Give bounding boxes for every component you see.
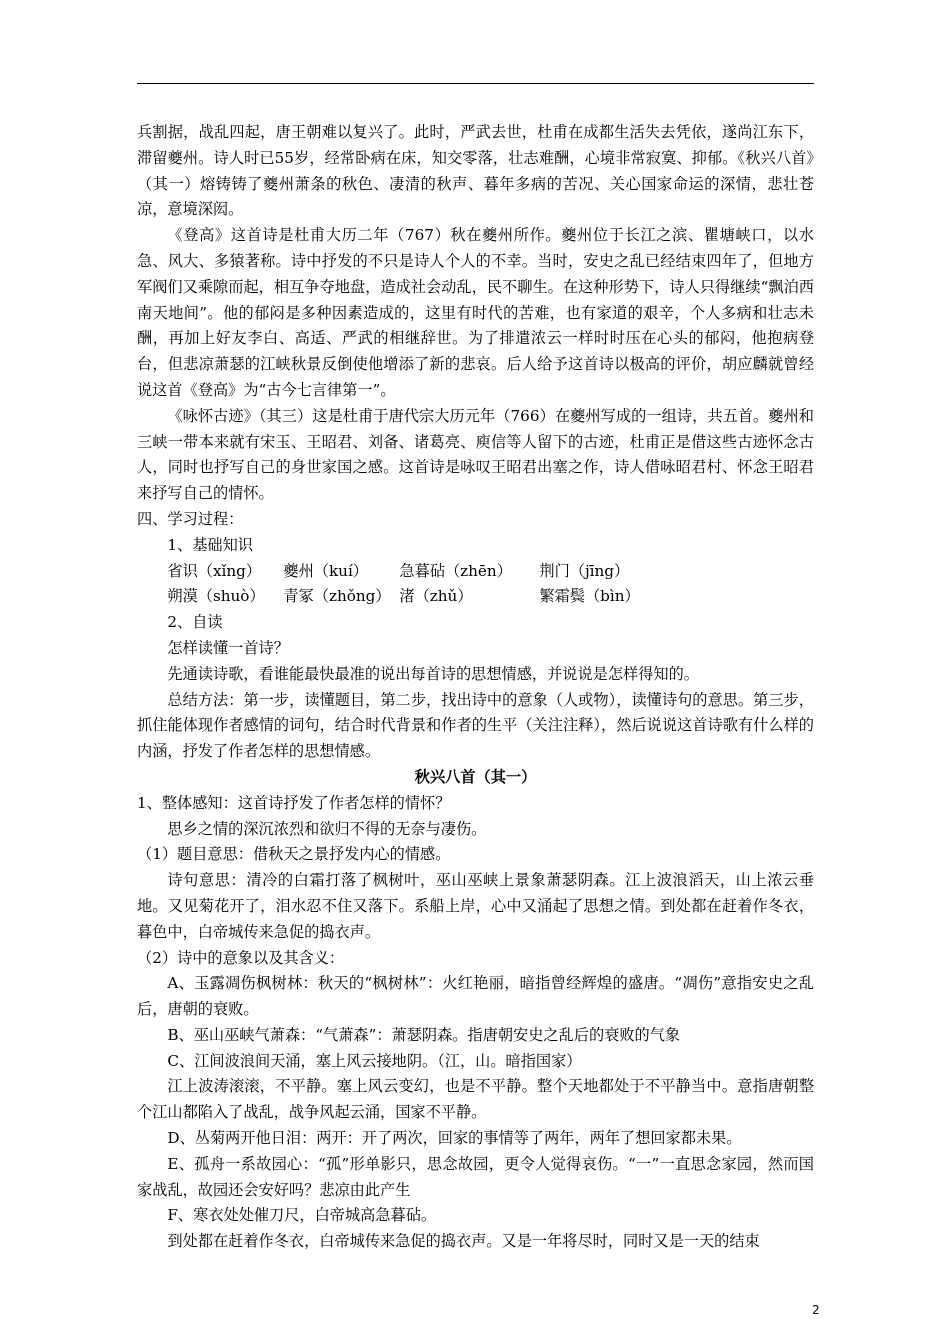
paragraph: F、寒衣处处催刀尺，白帝城高急暮砧。 [167, 1206, 437, 1225]
header-rule [137, 83, 814, 84]
subsection-heading: 1、基础知识 [167, 535, 253, 554]
paragraph: 总结方法：第一步，读懂题目，第二步，找出诗中的意象（人或物），读懂诗句的意思。第三步，抓住能体现作者感情的词句，结合时代背景和作者的生平（关注注释），然后说说这首诗歌有什么样的内涵，抒发了作者怎样的思想情感。 [137, 690, 814, 761]
vocab-item: 渚（zhǔ） [399, 587, 473, 606]
vocab-item: 青冢（zhǒng） [283, 587, 391, 606]
vocab-row [137, 584, 814, 610]
question: 怎样读懂一首诗？ [167, 638, 289, 657]
vocab-item: 荆门（jīng） [539, 561, 630, 580]
paragraph: 诗句意思：清冷的白霜打落了枫树叶，巫山巫峡上景象萧瑟阴森。江上波浪滔天，山上浓云垂地。又见菊花开了，泪水忍不住又落下。系船上岸，心中又涌起了思想之情。到处都在赶着作冬衣，暮色中，白帝城传来急促的捣衣声。 [137, 871, 814, 941]
paragraph: 兵割据，战乱四起，唐王朝难以复兴了。此时，严武去世，杜甫在成都生活失去凭依，遂尚江东下，滞留夔州。诗人时已55岁，经常卧病在床，知交零落，壮志难酬，心境非常寂寞、抑郁。《秋兴八首》（其一）熔铸铸了夔州萧条的秋色、凄清的秋声、暮年多病的苦况、关心国家命运的深情，悲壮苍凉，意境深闳。 [137, 123, 814, 219]
vocab-row [137, 559, 814, 585]
paragraph: （1）题目意思：借秋天之景抒发内心的情感。 [137, 845, 451, 864]
paragraph: D、丛菊两开他日泪：两开：开了两次，回家的事情等了两年，两年了想回家都未果。 [167, 1129, 742, 1148]
vocab-item: 繁霜鬓（bìn） [539, 587, 640, 606]
paragraph: 1、整体感知：这首诗抒发了作者怎样的情怀？ [137, 793, 451, 812]
paragraph: 到处都在赶着作冬衣，白帝城传来急促的捣衣声。又是一年将尽时，同时又是一天的结束 [167, 1232, 760, 1251]
paragraph: 《登高》这首诗是杜甫大历二年（767）秋在夔州所作。夔州位于长江之滨、瞿塘峡口，以水急、风大、多猿著称。诗中抒发的不只是诗人个人的不幸。当时，安史之乱已经结束四年了，但地方军阀们又乘隙而起，相互争夺地盘，造成社会动乱，民不聊生。在这种形势下，诗人只得继续“飘泊西南天地间”。他的郁闷是多种因素造成的，这里有时代的苦难，也有家道的艰辛，个人多病和壮志未酬，再加上好友李白、高适、严武的相继辞世。为了排遣浓云一样时时压在心头的郁闷，他抱病登台，但悲凉萧瑟的江峡秋景反倒使他增添了新的悲哀。后人给予这首诗以极高的评价，胡应麟就曾经说这首《登高》为“古今七言律第一”。 [137, 226, 814, 399]
poem-title: 秋兴八首（其一） [414, 767, 537, 786]
paragraph: 先通读诗歌，看谁能最快最准的说出每首诗的思想情感，并说说是怎样得知的。 [167, 664, 699, 683]
section-heading: 四、学习过程： [137, 509, 244, 528]
page-number: 2 [812, 1303, 820, 1317]
vocab-item: 急暮砧（zhēn） [399, 561, 512, 580]
paragraph: 《咏怀古迹》（其三）这是杜甫于唐代宗大历元年（766）在夔州写成的一组诗，共五首。夔州和三峡一带本来就有宋玉、王昭君、刘备、诸葛亮、庾信等人留下的古迹，杜甫正是借这些古迹怀念古人，同时也抒写自己的身世家国之感。这首诗是咏叹王昭君出塞之作，诗人借咏昭君村、怀念王昭君来抒写自己的情怀。 [137, 406, 814, 503]
paragraph: （2）诗中的意象以及其含义： [137, 948, 345, 967]
vocab-item: 省识（xǐng） [167, 561, 262, 580]
paragraph: E、孤舟一系故园心：“孤”形单影只，思念故园，更令人觉得哀伤。“一”一直思念家园，然而国家战乱，故园还会安好吗？悲凉由此产生 [137, 1154, 814, 1199]
vocab-item: 朔漠（shuò） [167, 587, 265, 606]
body-text [137, 120, 814, 1255]
vocab-item: 夔州（kuí） [283, 561, 368, 580]
paragraph: 思乡之情的深沉浓烈和欲归不得的无奈与凄伤。 [167, 819, 487, 838]
subsection-heading: 2、自读 [167, 613, 223, 632]
paragraph: 江上波涛滚滚，不平静。塞上风云变幻，也是不平静。整个天地都处于不平静当中。意指唐朝整个江山都陷入了战乱，战争风起云涌，国家不平静。 [137, 1077, 814, 1122]
paragraph: C、江间波浪间天涌，塞上风云接地阴。（江，山。暗指国家） [167, 1051, 582, 1070]
paragraph: B、巫山巫峡气萧森：“气萧森”：萧瑟阴森。指唐朝安史之乱后的衰败的气象 [167, 1025, 681, 1044]
paragraph: A、玉露凋伤枫树林：秋天的“枫树林”：火红艳丽，暗指曾经辉煌的盛唐。“凋伤”意指安史之乱后，唐朝的衰败。 [137, 974, 814, 1019]
